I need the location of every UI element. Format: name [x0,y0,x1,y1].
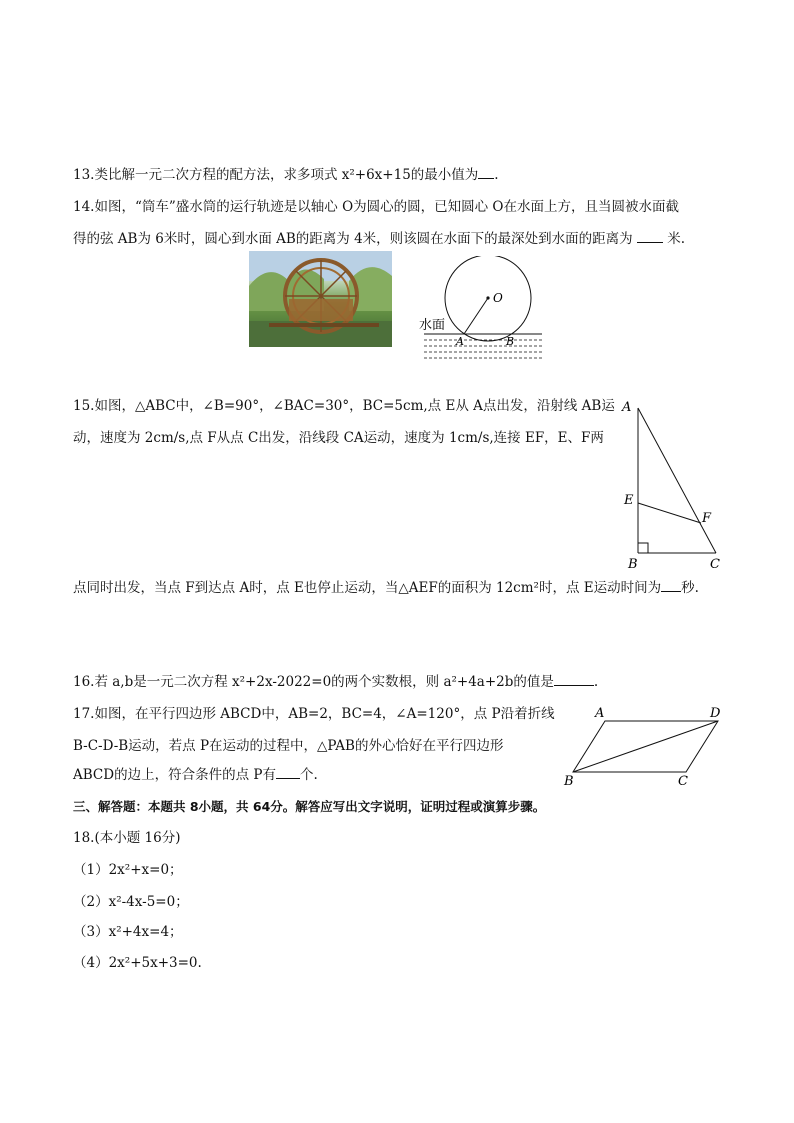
question-18-item: （2）x²-4x-5=0； [73,894,189,910]
label-f: F [702,511,712,526]
question-16 [73,673,598,691]
question-18-item: （3）x²+4x=4； [73,924,183,940]
question-17-line-3 [73,766,318,784]
label-a: A [456,335,464,348]
answer-blank [276,766,300,779]
question-16-text: 16.若 a,b是一元二次方程 x²+2x-2022=0的两个实数根，则 a²+4a+2b的值是 [73,674,554,690]
right-angle-mark [638,543,648,553]
question-14-line-2 [73,230,685,248]
question-18-item: （1）2x²+x=0； [73,862,183,878]
circle-water-diagram [418,256,548,372]
label-b: B [506,335,515,348]
question-13-text: 13.类比解一元二次方程的配方法，求多项式 x²+6x+15的最小值为 [73,167,479,183]
question-14-line-1: 14.如图，“筒车”盛水筒的运行轨迹是以轴心 O为圆心的圆，已知圆心 O在水面上方，且当圆被水面截 [73,199,679,215]
question-18-title: 18.(本小题 16分) [73,830,181,846]
question-14-line-2-text: 得的弦 AB为 6米时，圆心到水面 AB的距离为 4米，则该圆在水面下的最深处到水面的距离为 [73,231,633,247]
question-17-line-2: B-C-D-B运动，若点 P在运动的过程中，△PAB的外心恰好在平行四边形 [73,738,504,754]
label-c: C [678,774,688,789]
label-b: B [564,774,574,789]
question-15-line-3-text: 点同时出发，当点 F到达点 A时，点 E也停止运动，当△AEF的面积为 12cm²时，点 E运动时间为 [73,580,662,596]
question-15-line-1: 15.如图，△ABC中，∠B=90°，∠BAC=30°，BC=5cm,点 E从 A点出发，沿射线 AB运 [73,398,615,414]
question-15-line-3 [73,579,699,597]
triangle-abc-diagram [618,396,728,576]
answer-blank [661,579,681,592]
label-c: C [710,557,720,572]
label-a: A [622,400,632,415]
section-3-heading: 三、解答题：本题共 8小题，共 64分。解答应写出文字说明，证明过程或演算步骤。 [73,799,546,814]
question-15-line-2: 动，速度为 2cm/s,点 F从点 C出发，沿线段 CA运动，速度为 1cm/s,连接 EF，E、F两 [73,430,604,446]
answer-blank [637,230,663,243]
question-14-line-2-end: 米. [667,231,686,247]
label-a: A [595,706,605,721]
answer-blank [478,166,494,179]
question-17-line-1: 17.如图，在平行四边形 ABCD中，AB=2，BC=4，∠A=120°，点 P沿着折线 [73,706,555,722]
water-wheel-illustration [249,251,392,347]
question-13-end: . [494,167,499,183]
label-d: D [710,706,721,721]
label-b: B [628,557,638,572]
question-13 [73,166,499,184]
parallelogram-abcd-diagram [560,703,730,793]
answer-blank [554,673,594,686]
label-water-surface: 水面 [419,318,446,333]
question-15-line-3-end: 秒. [681,580,699,596]
water-wheel-photo [249,251,392,347]
label-e: E [624,493,634,508]
label-o: O [493,291,503,305]
question-18-item: （4）2x²+5x+3=0. [73,955,202,971]
question-17-line-3-text: ABCD的边上，符合条件的点 P有 [73,767,276,783]
question-17-line-3-end: 个. [299,767,318,783]
question-16-end: . [593,674,599,690]
